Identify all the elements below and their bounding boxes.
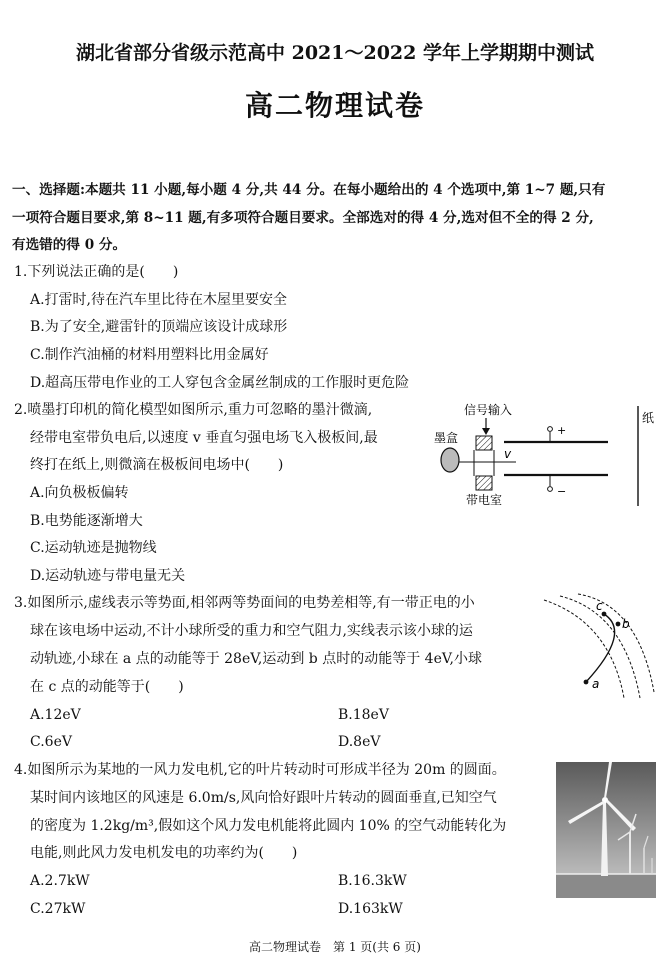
q4-stem-line3: 的密度为 1.2kg/m³,假如这个风力发电机能将此圆内 10% 的空气动能转化为 — [30, 818, 507, 834]
point-b — [616, 622, 621, 627]
minus-sign: − — [557, 485, 567, 498]
q4-option-b: B.16.3kW — [338, 873, 407, 889]
label-b: b — [622, 617, 630, 631]
page-footer: 高二物理试卷 第 1 页(共 6 页) — [249, 940, 421, 954]
paper-label: 纸 — [642, 411, 655, 425]
velocity-label: v — [504, 447, 512, 461]
q1-stem: 1.下列说法正确的是( ) — [14, 264, 179, 280]
q2-stem-line3: 终打在纸上,则微滴在极板间电场中( ) — [30, 457, 284, 473]
charge-room-bottom-block — [476, 476, 492, 490]
ink-drop-source — [441, 448, 459, 472]
wind-turbine-photo — [556, 762, 656, 898]
section-intro-line1: 一、选择题:本题共 11 小题,每小题 4 分,共 44 分。在每小题给出的 4 个选项中,第 1~7 题,只有 — [12, 182, 606, 198]
q2-option-b: B.电势能逐渐增大 — [30, 513, 143, 529]
q4-option-a: A.2.7kW — [30, 873, 90, 889]
q1-option-a: A.打雷时,待在汽车里比待在木屋里要安全 — [30, 292, 288, 308]
plus-sign: + — [557, 424, 567, 437]
q1-option-c: C.制作汽油桶的材料用塑料比用金属好 — [30, 347, 269, 363]
q4-option-d: D.163kW — [338, 901, 403, 917]
q2-stem-line1: 2.喷墨打印机的简化模型如图所示,重力可忽略的墨汁微滴, — [14, 402, 373, 418]
charge-room-label: 带电室 — [466, 493, 503, 507]
q3-stem-line3: 动轨迹,小球在 a 点的动能等于 28eV,运动到 b 点时的动能等于 4eV,小球 — [30, 651, 482, 667]
q1-option-b: B.为了安全,避雷针的顶端应该设计成球形 — [30, 319, 288, 335]
q3-option-d: D.8eV — [338, 734, 381, 750]
q4-stem-line2: 某时间内该地区的风速是 6.0m/s,风向恰好跟叶片转动的圆面垂直,已知空气 — [30, 790, 497, 806]
inkjet-printer-diagram — [428, 398, 660, 510]
q2-stem-line2: 经带电室带负电后,以速度 v 垂直匀强电场飞入极板间,最 — [30, 430, 378, 446]
q3-stem-line2: 球在该电场中运动,不计小球所受的重力和空气阻力,实线表示该小球的运 — [30, 623, 473, 639]
q4-option-c: C.27kW — [30, 901, 86, 917]
equipotential-diagram — [540, 592, 656, 702]
q3-option-b: B.18eV — [338, 707, 389, 723]
label-a: a — [592, 677, 600, 691]
q2-option-c: C.运动轨迹是抛物线 — [30, 540, 157, 556]
q3-option-a: A.12eV — [30, 707, 81, 723]
section-intro-line3: 有选错的得 0 分。 — [12, 237, 127, 253]
q1-option-d: D.超高压带电作业的工人穿包含金属丝制成的工作服时更危险 — [30, 375, 410, 391]
q2-option-d: D.运动轨迹与带电量无关 — [30, 568, 186, 584]
exam-title: 高二物理试卷 — [244, 89, 425, 122]
section-intro-line2: 一项符合题目要求,第 8~11 题,有多项符合题目要求。全部选对的得 4 分,选对但不全的得 2 分, — [12, 210, 594, 226]
lower-terminal — [548, 487, 553, 492]
q4-stem-line4: 电能,则此风力发电机发电的功率约为( ) — [30, 845, 298, 861]
charge-room-top-block — [476, 436, 492, 450]
ground — [556, 874, 656, 898]
point-a — [584, 680, 589, 685]
q2-option-a: A.向负极板偏转 — [30, 485, 129, 501]
exam-header: 湖北省部分省级示范高中 2021～2022 学年上学期期中测试 — [76, 42, 594, 64]
label-c: c — [596, 599, 603, 613]
q3-stem-line1: 3.如图所示,虚线表示等势面,相邻两等势面间的电势差相等,有一带正电的小 — [14, 595, 475, 611]
ink-box-label: 墨盒 — [434, 431, 459, 445]
q3-option-c: C.6eV — [30, 734, 72, 750]
particle-trajectory — [586, 614, 615, 682]
upper-terminal — [548, 427, 553, 432]
q4-stem-line1: 4.如图所示为某地的一风力发电机,它的叶片转动时可形成半径为 20m 的圆面。 — [14, 762, 506, 778]
q3-stem-line4: 在 c 点的动能等于( ) — [30, 679, 184, 695]
signal-input-label: 信号输入 — [464, 403, 513, 417]
signal-arrowhead — [482, 428, 490, 435]
